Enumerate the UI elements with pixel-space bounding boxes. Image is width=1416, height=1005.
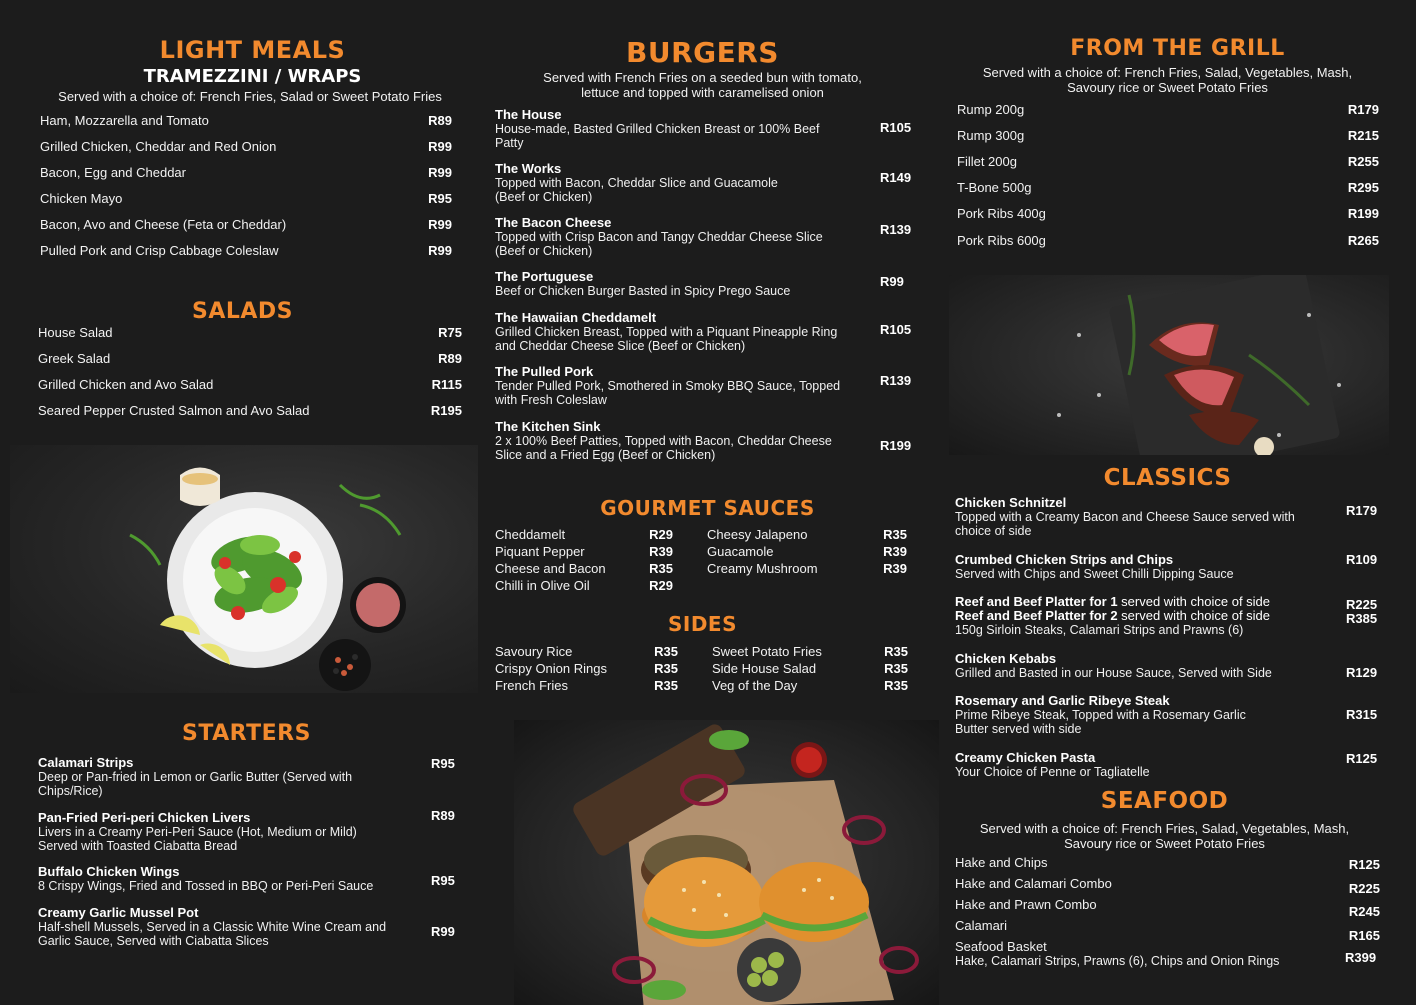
item-price: R105 — [880, 120, 912, 135]
item-price: R75 — [438, 325, 462, 340]
item-description: Beef or Chicken Burger Basted in Spicy Prego Sauce — [495, 284, 791, 298]
item-price: R95 — [431, 873, 455, 888]
item-price: R95 — [431, 756, 455, 771]
menu-item — [957, 128, 1379, 143]
item-name: Rump 300g — [957, 128, 1025, 143]
item-price: R99 — [428, 243, 452, 258]
menu-item — [40, 191, 452, 206]
sauce-item — [495, 544, 673, 559]
platter-suffix-1: served with choice of side — [1117, 594, 1271, 609]
sauce-item — [495, 527, 673, 542]
item-price: R35 — [883, 527, 907, 542]
menu-item — [955, 876, 1380, 896]
burgers-heading: BURGERS — [626, 36, 779, 69]
platter-line-1 — [955, 595, 1385, 609]
item-name: Rosemary and Garlic Ribeye Steak — [955, 693, 1170, 708]
menu-item — [38, 865, 468, 893]
item-price: R99 — [428, 217, 452, 232]
item-description: Livers in a Creamy Peri-Peri Sauce (Hot, Medium or Mild) Served with Toasted Ciabatta Bread — [38, 825, 357, 853]
item-name: Seared Pepper Crusted Salmon and Avo Salad — [38, 403, 310, 418]
menu-item — [957, 154, 1379, 169]
item-name: Grilled Chicken and Avo Salad — [38, 377, 214, 392]
item-price: R35 — [649, 561, 673, 576]
item-name: Pork Ribs 600g — [957, 233, 1046, 248]
item-price: R199 — [1347, 206, 1379, 221]
menu-item — [957, 180, 1379, 195]
item-name: Creamy Chicken Pasta — [955, 750, 1096, 765]
item-name: Cheesy Jalapeno — [707, 527, 808, 542]
item-description: 150g Sirloin Steaks, Calamari Strips and Prawns (6) — [955, 623, 1244, 637]
item-name: The House — [495, 107, 562, 122]
light-meals-note: Served with a choice of: French Fries, Salad or Sweet Potato Fries — [58, 89, 442, 104]
side-item — [495, 678, 678, 693]
menu-item — [495, 162, 920, 204]
item-price: R35 — [884, 644, 908, 659]
menu-item — [38, 325, 462, 340]
item-name: The Pulled Pork — [495, 364, 594, 379]
item-price: R179 — [1347, 102, 1379, 117]
item-name: The Portuguese — [495, 269, 594, 284]
item-description: Deep or Pan-fried in Lemon or Garlic Butter (Served with Chips/Rice) — [38, 770, 353, 798]
burger-photo — [514, 720, 939, 1005]
salads-heading: SALADS — [191, 299, 294, 324]
item-description: House-made, Basted Grilled Chicken Breast or 100% Beef Patty — [495, 122, 820, 150]
salad-illustration — [10, 445, 478, 693]
item-name: Pork Ribs 400g — [957, 206, 1046, 221]
platter-price-1: R225 — [1346, 597, 1378, 612]
item-name: Chicken Mayo — [40, 191, 123, 206]
item-name: French Fries — [495, 678, 568, 693]
item-name: Guacamole — [707, 544, 774, 559]
menu-item — [955, 694, 1385, 736]
menu-item — [957, 102, 1379, 117]
item-price: R225 — [1348, 881, 1380, 896]
classics-heading: CLASSICS — [1103, 465, 1232, 491]
menu-item — [38, 756, 468, 798]
menu-item — [955, 918, 1380, 943]
side-item — [712, 678, 908, 693]
item-name: Cheddamelt — [495, 527, 566, 542]
item-name: Greek Salad — [38, 351, 111, 366]
menu-item — [955, 855, 1380, 870]
item-description: Topped with a Creamy Bacon and Cheese Sauce served with choice of side — [955, 510, 1295, 538]
item-price: R139 — [880, 373, 912, 388]
item-price: R255 — [1347, 154, 1379, 169]
item-name: Hake and Prawn Combo — [955, 897, 1097, 912]
item-price: R115 — [431, 377, 462, 392]
platter-suffix-2: served with choice of side — [1117, 608, 1271, 623]
item-name: Chicken Kebabs — [955, 651, 1057, 666]
platter-name-2: Reef and Beef Platter for 2 — [955, 608, 1118, 623]
item-price: R99 — [428, 139, 452, 154]
item-name: Piquant Pepper — [495, 544, 585, 559]
item-description: Your Choice of Penne or Tagliatelle — [955, 765, 1150, 779]
menu-item — [955, 652, 1385, 680]
item-name: Cheese and Bacon — [495, 561, 606, 576]
light-meals-heading: LIGHT MEALS — [159, 36, 346, 64]
item-price: R139 — [880, 222, 912, 237]
item-description: 2 x 100% Beef Patties, Topped with Bacon, Cheddar Cheese Slice and a Fried Egg (Beef or Chicken) — [495, 434, 832, 462]
item-price: R95 — [428, 191, 452, 206]
sauce-item — [495, 561, 673, 576]
item-price: R89 — [438, 351, 462, 366]
item-name: Veg of the Day — [712, 678, 798, 693]
item-name: Crumbed Chicken Strips and Chips — [955, 552, 1174, 567]
item-price: R315 — [1346, 707, 1378, 722]
burger-illustration — [514, 720, 939, 1005]
menu-item — [38, 377, 462, 392]
side-item — [712, 644, 908, 659]
item-description: Grilled Chicken Breast, Topped with a Piquant Pineapple Ring and Cheddar Cheese Slice (Beef or Chicken) — [495, 325, 838, 353]
item-name: Rump 200g — [957, 102, 1025, 117]
item-name: Calamari — [955, 918, 1008, 933]
seafood-heading: SEAFOOD — [1100, 788, 1229, 814]
item-name: Buffalo Chicken Wings — [38, 864, 180, 879]
item-description: Topped with Bacon, Cheddar Slice and Guacamole (Beef or Chicken) — [495, 176, 778, 204]
item-description: Served with Chips and Sweet Chilli Dipping Sauce — [955, 567, 1234, 581]
item-name: Calamari Strips — [38, 755, 134, 770]
menu-item — [955, 751, 1385, 779]
item-price: R39 — [883, 544, 907, 559]
item-price: R89 — [428, 113, 452, 128]
menu-item — [40, 217, 452, 232]
item-name: Sweet Potato Fries — [712, 644, 822, 659]
sauce-item — [707, 544, 907, 559]
side-item — [712, 661, 908, 676]
item-name: Hake and Calamari Combo — [955, 876, 1112, 891]
item-name: The Works — [495, 161, 562, 176]
item-name: Bacon, Avo and Cheese (Feta or Cheddar) — [40, 217, 287, 232]
item-name: Savoury Rice — [495, 644, 573, 659]
item-name: Fillet 200g — [957, 154, 1017, 169]
item-description: Tender Pulled Pork, Smothered in Smoky BBQ Sauce, Topped with Fresh Coleslaw — [495, 379, 841, 407]
item-price: R265 — [1347, 233, 1379, 248]
menu-item — [38, 808, 468, 853]
item-price: R35 — [884, 678, 908, 693]
menu-item — [40, 113, 452, 128]
item-price: R179 — [1346, 503, 1378, 518]
item-name: Grilled Chicken, Cheddar and Red Onion — [40, 139, 277, 154]
item-name: T-Bone 500g — [957, 180, 1032, 195]
seafood-note: Served with a choice of: French Fries, Salad, Vegetables, Mash, Savoury rice or Sweet Potato Fries — [979, 821, 1350, 851]
menu-item — [40, 139, 452, 154]
platter-price-2: R385 — [1346, 611, 1378, 626]
menu-item — [38, 403, 462, 418]
sauce-item — [495, 578, 673, 593]
item-price: R35 — [654, 661, 678, 676]
item-price: R99 — [428, 165, 452, 180]
menu-item — [955, 553, 1385, 581]
item-description: Half-shell Mussels, Served in a Classic White Wine Cream and Garlic Sauce, Served with Ciabatta Slices — [38, 920, 387, 948]
item-name: Creamy Mushroom — [707, 561, 818, 576]
item-price: R295 — [1347, 180, 1379, 195]
item-price: R39 — [649, 544, 673, 559]
menu-item — [40, 165, 452, 180]
salad-photo — [10, 445, 478, 693]
menu-item — [495, 270, 920, 298]
item-price: R125 — [1346, 751, 1378, 766]
item-name: Seafood Basket — [955, 939, 1047, 954]
item-price: R89 — [431, 808, 455, 823]
light-meals-subheading: TRAMEZZINI / WRAPS — [143, 66, 362, 87]
item-description: Prime Ribeye Steak, Topped with a Rosemary Garlic Butter served with side — [955, 708, 1246, 736]
starters-heading: STARTERS — [182, 721, 311, 746]
menu-item — [495, 311, 920, 353]
item-price: R399 — [1345, 950, 1377, 965]
sauces-heading: GOURMET SAUCES — [600, 496, 815, 520]
sauce-item — [707, 527, 907, 542]
item-price: R215 — [1347, 128, 1379, 143]
item-price: R109 — [1346, 552, 1378, 567]
item-description: Grilled and Basted in our House Sauce, Served with Side — [955, 666, 1272, 680]
platter-name-1: Reef and Beef Platter for 1 — [955, 594, 1118, 609]
item-name: House Salad — [38, 325, 113, 340]
menu-item — [957, 233, 1379, 248]
item-name: Bacon, Egg and Cheddar — [40, 165, 186, 180]
steak-illustration — [949, 275, 1389, 455]
item-name: Pulled Pork and Crisp Cabbage Coleslaw — [40, 243, 279, 258]
steak-photo — [949, 275, 1389, 455]
menu-item — [495, 420, 920, 462]
item-price: R29 — [649, 527, 673, 542]
sauce-item — [707, 561, 907, 576]
item-price: R99 — [431, 924, 455, 939]
item-description: 8 Crispy Wings, Fried and Tossed in BBQ or Peri-Peri Sauce — [38, 879, 374, 893]
menu-item — [495, 216, 920, 258]
menu-item — [38, 906, 468, 948]
item-name: The Bacon Cheese — [495, 215, 612, 230]
menu-item — [38, 351, 462, 366]
sides-heading: SIDES — [667, 612, 737, 636]
menu-item — [40, 243, 452, 258]
item-description: Hake, Calamari Strips, Prawns (6), Chips and Onion Rings — [955, 954, 1280, 968]
item-price: R105 — [880, 322, 912, 337]
item-description: Topped with Crisp Bacon and Tangy Cheddar Cheese Slice (Beef or Chicken) — [495, 230, 823, 258]
item-name: Chicken Schnitzel — [955, 495, 1067, 510]
side-item — [495, 644, 678, 659]
item-name: Ham, Mozzarella and Tomato — [40, 113, 209, 128]
grill-note: Served with a choice of: French Fries, Salad, Vegetables, Mash, Savoury rice or Sweet Potato Fries — [982, 65, 1353, 95]
platter-item — [955, 595, 1385, 637]
item-name: The Hawaiian Cheddamelt — [495, 310, 657, 325]
burgers-note: Served with French Fries on a seeded bun with tomato, lettuce and topped with caramelised onion — [543, 70, 862, 100]
item-price: R35 — [884, 661, 908, 676]
item-name: Hake and Chips — [955, 855, 1048, 870]
item-name: Creamy Garlic Mussel Pot — [38, 905, 199, 920]
item-price: R39 — [883, 561, 907, 576]
item-name: Side House Salad — [712, 661, 817, 676]
item-price: R245 — [1348, 904, 1380, 919]
item-name: The Kitchen Sink — [495, 419, 601, 434]
menu-item — [955, 496, 1385, 538]
item-price: R195 — [430, 403, 462, 418]
platter-line-2 — [955, 609, 1385, 623]
item-price: R99 — [880, 274, 904, 289]
item-price: R35 — [654, 678, 678, 693]
menu-item — [955, 940, 1385, 968]
menu-item — [495, 108, 920, 150]
item-price: R199 — [880, 438, 912, 453]
menu-item — [957, 206, 1379, 221]
menu-item — [495, 365, 920, 407]
item-name: Crispy Onion Rings — [495, 661, 607, 676]
menu-item — [955, 897, 1380, 919]
item-price: R165 — [1348, 928, 1380, 943]
item-price: R149 — [880, 170, 912, 185]
item-price: R125 — [1348, 857, 1380, 872]
grill-heading: FROM THE GRILL — [1070, 36, 1285, 61]
item-name: Chilli in Olive Oil — [495, 578, 590, 593]
item-price: R29 — [649, 578, 673, 593]
item-price: R35 — [654, 644, 678, 659]
side-item — [495, 661, 678, 676]
item-name: Pan-Fried Peri-peri Chicken Livers — [38, 810, 251, 825]
item-price: R129 — [1346, 665, 1378, 680]
